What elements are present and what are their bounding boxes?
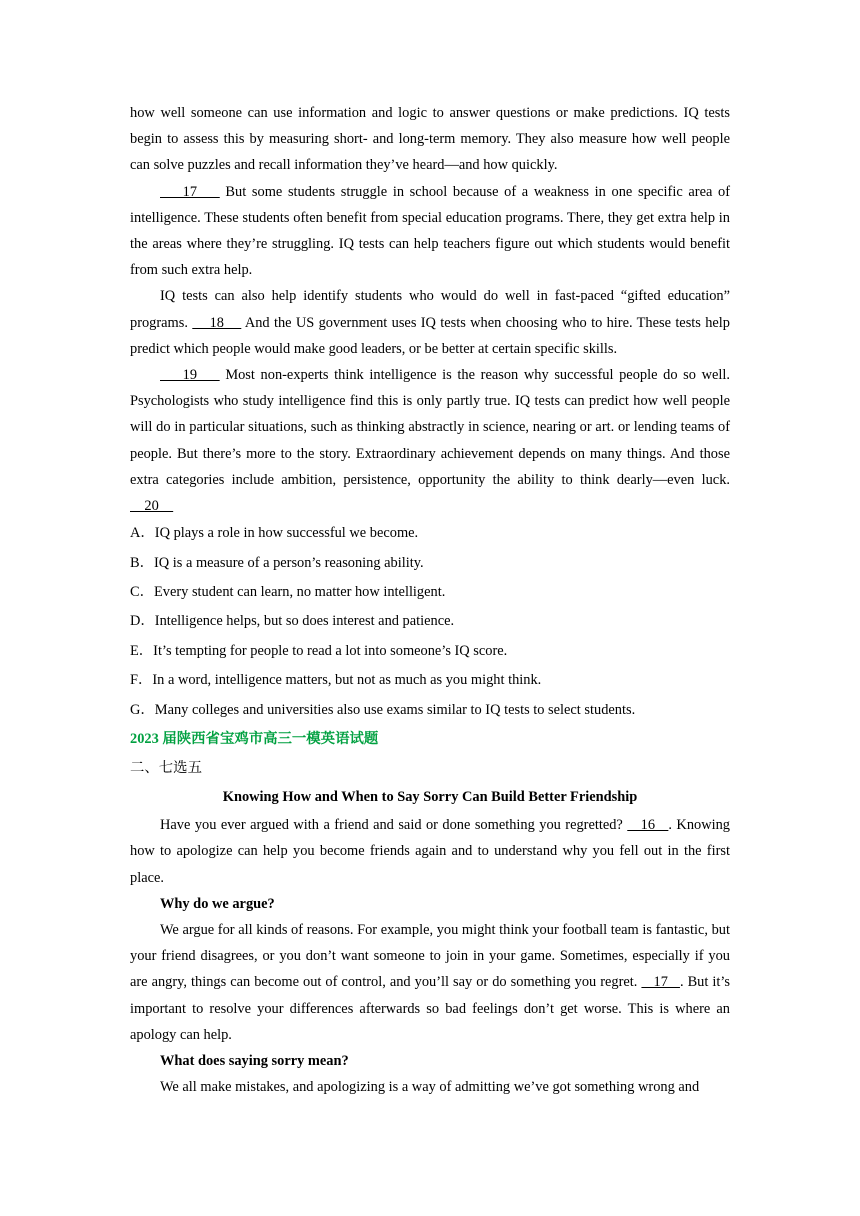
- paragraph-blank-18: [130, 283, 730, 362]
- paragraph-blank-17-b: [130, 917, 730, 1048]
- blank-17-b[interactable]: 17: [641, 974, 680, 991]
- options-list: [130, 519, 730, 725]
- passage-title: Knowing How and When to Say Sorry Can Build Better Friendship: [222, 789, 638, 806]
- option-d: D．Intelligence helps, but so does interest and patience.: [130, 613, 455, 630]
- subheading-why-argue: Why do we argue?: [160, 895, 275, 912]
- paragraph-iq-intro: how well someone can use information and logic to answer questions or make predictions. IQ tests begin to assess this by measuring short- and long-term memory. They also measure how well people can solve puzzles and recall information they’ve heard—and how quickly.: [130, 105, 730, 174]
- document-page: [130, 100, 730, 1100]
- subheading-saying-sorry: What does saying sorry mean?: [160, 1052, 349, 1069]
- paragraph-text: . But it’s important to resolve your differences afterwards so bad feelings don’t get worse. This is where an apology can help.: [130, 974, 730, 1043]
- paragraph-text: . Knowing how to apologize can help you become friends again and to understand why you fell out in the first place.: [130, 817, 730, 886]
- option-g: G．Many colleges and universities also use exams similar to IQ tests to select students.: [130, 701, 636, 718]
- paragraph-text: Have you ever argued with a friend and said or done something you regretted?: [160, 817, 628, 834]
- blank-20[interactable]: 20: [130, 498, 174, 515]
- blank-19[interactable]: 19: [160, 367, 220, 384]
- paragraph-text: We argue for all kinds of reasons. For example, you might think your football team is fantastic, but your friend disagrees, or you don’t want someone to join in your game. Sometimes, especially if you are angry, things can become out of control, and you’ll say or do something you regret.: [130, 921, 730, 991]
- option-f: F．In a word, intelligence matters, but not as much as you might think.: [130, 672, 542, 689]
- section-label: 二、七选五: [130, 760, 202, 777]
- paragraph-text: IQ tests can also help identify students who would do well in fast-paced “gifted education” programs.: [130, 288, 730, 331]
- paragraph-text: And the US government uses IQ tests when choosing who to hire. These tests help predict which people would make good leaders, or be better at certain specific skills.: [130, 314, 731, 357]
- paragraph-blank-16: [130, 812, 730, 891]
- blank-16[interactable]: 16: [627, 817, 669, 834]
- paragraph-blank-17: [130, 179, 730, 284]
- blank-18[interactable]: 18: [192, 314, 242, 331]
- option-e: E．It’s tempting for people to read a lot into someone’s IQ score.: [130, 642, 508, 659]
- blank-17[interactable]: 17: [160, 183, 220, 200]
- option-a: A．IQ plays a role in how successful we become.: [130, 525, 419, 542]
- paragraph-text: But some students struggle in school because of a weakness in one specific area of intelligence. These students often benefit from special education programs. There, they get extra help in the areas where they’re struggling. IQ tests can help teachers figure out which students would benefit from such extra help.: [130, 183, 731, 279]
- option-b: B．IQ is a measure of a person’s reasoning ability.: [130, 554, 424, 571]
- paragraph-text: Most non-experts think intelligence is the reason why successful people do so well. Psychologists who study intelligence find this is only partly true. IQ tests can predict how well people will do in particular situations, such as thinking abstractly in science, nearing or art. or lending teams of people. But there’s more to the story. Extraordinary achievement depends on many things. And those extra categories include ambition, persistence, opportunity the ability to think dearly—even luck.: [130, 367, 731, 488]
- exam-source-title: 2023 届陕西省宝鸡市高三一模英语试题: [130, 731, 379, 748]
- option-c: C．Every student can learn, no matter how intelligent.: [130, 584, 446, 601]
- paragraph-apologizing: We all make mistakes, and apologizing is a way of admitting we’ve got something wrong and: [160, 1079, 700, 1096]
- paragraph-blank-19: [130, 362, 730, 519]
